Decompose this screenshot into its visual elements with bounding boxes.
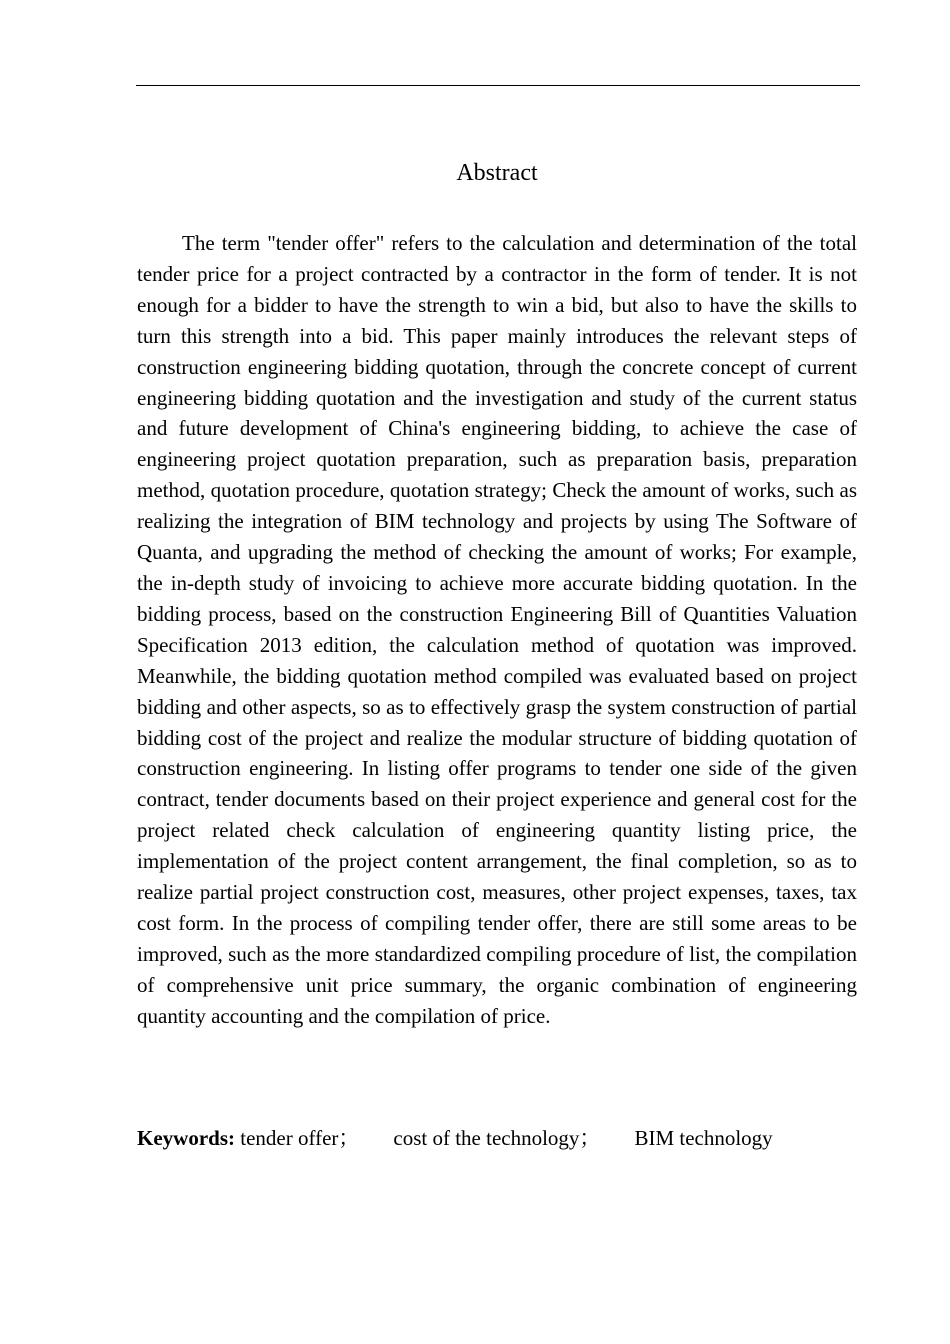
keywords-label: Keywords: bbox=[137, 1126, 235, 1150]
keyword-1: tender offer； bbox=[240, 1126, 360, 1150]
keywords-line bbox=[137, 1123, 857, 1153]
abstract-title: Abstract bbox=[456, 160, 538, 186]
header-rule bbox=[136, 85, 860, 86]
abstract-body: The term "tender offer" refers to the calculation and determination of the total tender price for a project contracted by a contractor in the form of tender. It is not enough for a bidder to have the strength to win a bid, but also to have the skills to turn this strength into a bid. This paper mainly introduces the relevant steps of construction engineering bidding quotation, through the concrete concept of current engineering bidding quotation and the investigation and study of the current status and future development of China's engineering bidding, to achieve the case of engineering project quotation preparation, such as preparation basis, preparation method, quotation procedure, quotation strategy; Check the amount of works, such as realizing the integration of BIM technology and projects by using The Software of Quanta, and upgrading the method of checking the amount of works; For example, the in-depth study of invoicing to achieve more accurate bidding quotation. In the bidding process, based on the construction Engineering Bill of Quantities Valuation Specification 2013 edition, the calculation method of quotation was improved. Meanwhile, the bidding quotation method compiled was evaluated based on project bidding and other aspects, so as to effectively grasp the system construction of partial bidding cost of the project and realize the modular structure of bidding quotation of construction engineering. In listing offer programs to tender one side of the given contract, tender documents based on their project experience and general cost for the project related check calculation of engineering quantity listing price, the implementation of the project content arrangement, the final completion, so as to realize partial project construction cost, measures, other project expenses, taxes, tax cost form. In the process of compiling tender offer, there are still some areas to be improved, such as the more standardized compiling procedure of list, the compilation of comprehensive unit price summary, the organic combination of engineering quantity accounting and the compilation of price. bbox=[137, 231, 857, 1028]
keyword-3: BIM technology bbox=[634, 1126, 773, 1150]
keyword-2: cost of the technology； bbox=[393, 1126, 601, 1150]
